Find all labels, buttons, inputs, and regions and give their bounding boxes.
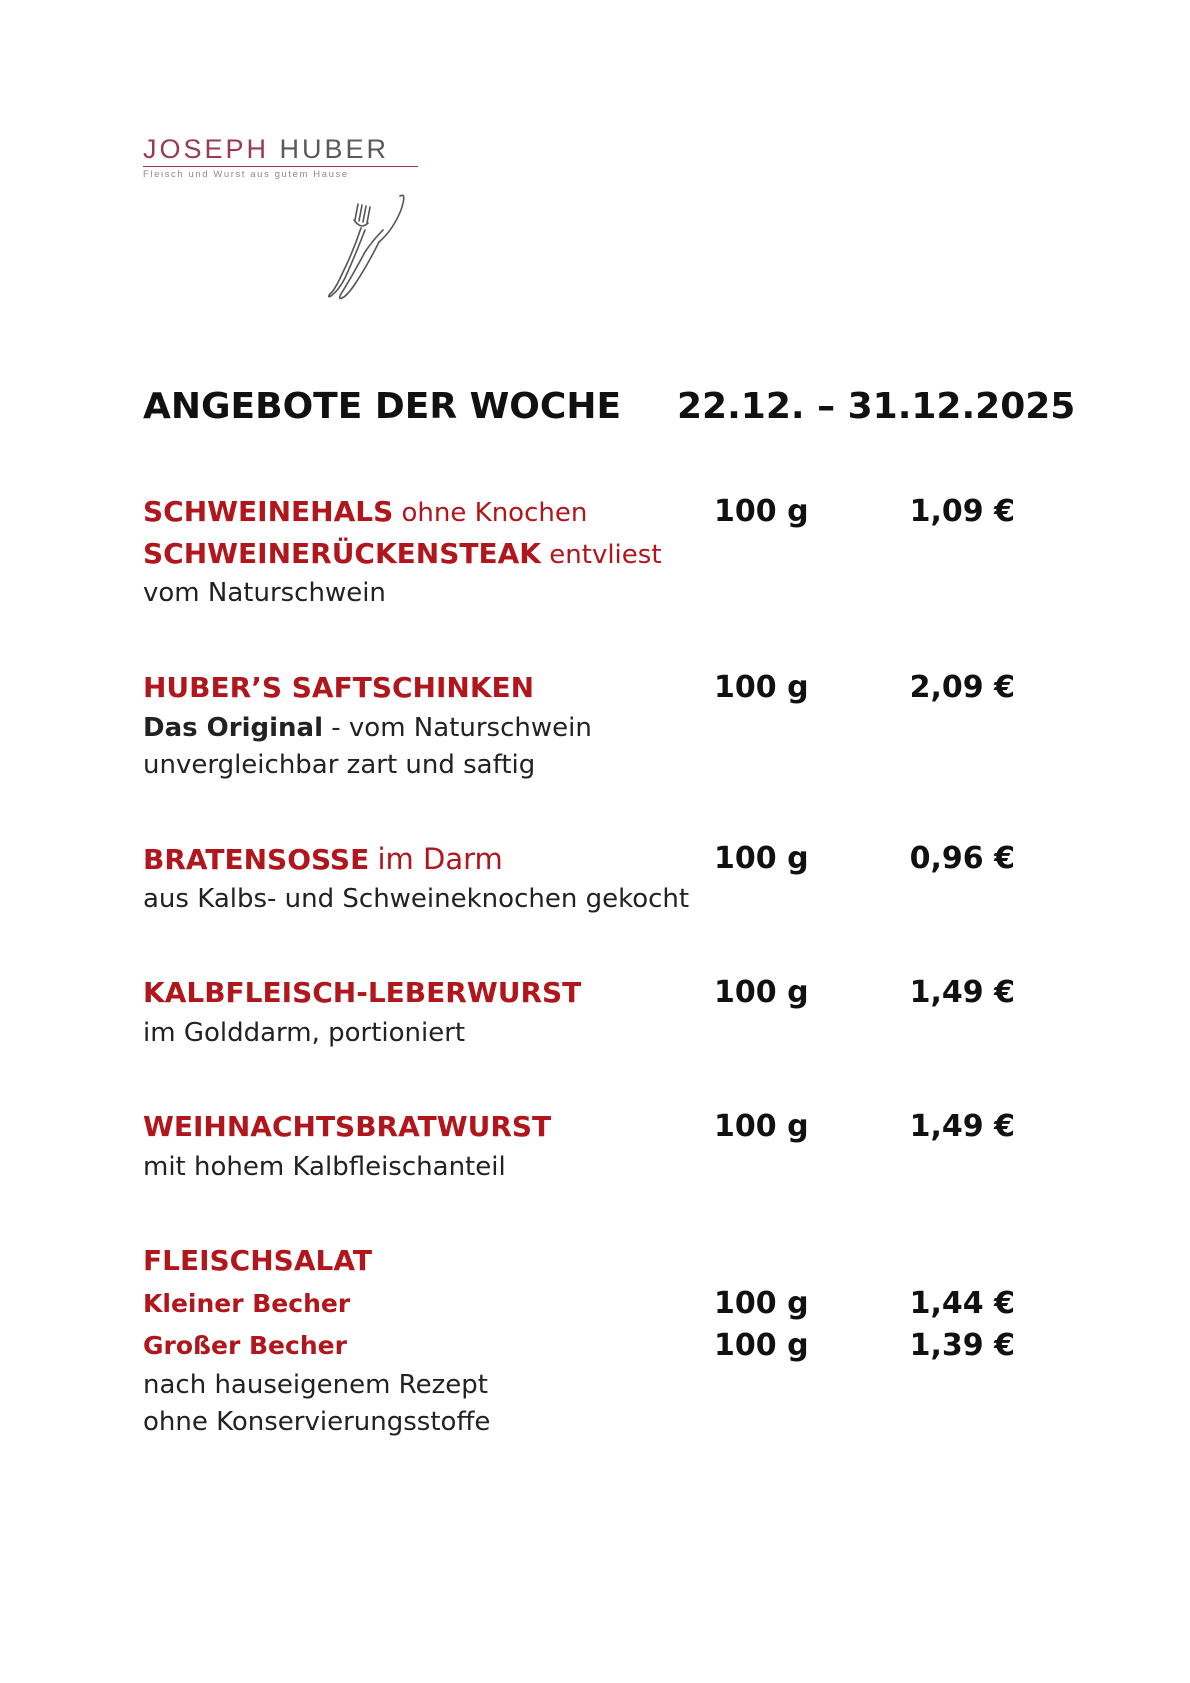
offer-3-price: 0,96 € bbox=[909, 841, 1015, 876]
logo-name-first: JOSEPH bbox=[143, 134, 270, 164]
offer-6-variant-1-price: 1,44 € bbox=[909, 1286, 1015, 1321]
offer-5-desc: mit hohem Kalbfleischanteil bbox=[143, 1152, 506, 1182]
offer-1-title bbox=[143, 494, 587, 531]
offer-5-name: WEIHNACHTSBRATWURST bbox=[143, 1110, 552, 1143]
offer-1-desc: vom Naturschwein bbox=[143, 578, 386, 608]
offer-2-qty: 100 g bbox=[714, 670, 809, 705]
offer-2-desc-1 bbox=[143, 710, 592, 746]
offer-5-price: 1,49 € bbox=[909, 1109, 1015, 1144]
offer-4-qty: 100 g bbox=[714, 975, 809, 1010]
offer-1-qty: 100 g bbox=[714, 494, 809, 529]
offer-1-price: 1,09 € bbox=[909, 494, 1015, 529]
offer-1-name-2-suffix: entvliest bbox=[549, 540, 662, 570]
offer-4-desc: im Golddarm, portioniert bbox=[143, 1018, 466, 1048]
offer-4-price: 1,49 € bbox=[909, 975, 1015, 1010]
offer-6-desc-1: nach hauseigenem Rezept bbox=[143, 1370, 488, 1400]
offer-3-qty: 100 g bbox=[714, 841, 809, 876]
offer-3-name: BRATENSOSSE bbox=[143, 843, 370, 876]
offer-5-title bbox=[143, 1109, 551, 1146]
offer-2-title bbox=[143, 670, 534, 707]
offer-2-desc-2: unvergleichbar zart und saftig bbox=[143, 750, 536, 780]
offer-1-title-2 bbox=[143, 536, 662, 573]
offer-6-variant-2-label: Großer Becher bbox=[143, 1331, 347, 1360]
offer-6-name: FLEISCHSALAT bbox=[143, 1244, 372, 1277]
offer-2-price: 2,09 € bbox=[909, 670, 1015, 705]
offer-3-title bbox=[143, 841, 503, 879]
brand-logo bbox=[143, 134, 418, 180]
offer-6-variant-2-price: 1,39 € bbox=[909, 1328, 1015, 1363]
offer-1-name: SCHWEINEHALS bbox=[143, 495, 394, 528]
offer-1-name-suffix: ohne Knochen bbox=[401, 498, 588, 528]
offer-6-variant-2-qty: 100 g bbox=[714, 1328, 809, 1363]
logo-title bbox=[143, 134, 418, 164]
date-range: 22.12. – 31.12.2025 bbox=[677, 386, 1076, 427]
offer-5-qty: 100 g bbox=[714, 1109, 809, 1144]
cutlery-icon bbox=[325, 190, 415, 300]
offer-1-name-2: SCHWEINERÜCKENSTEAK bbox=[143, 537, 542, 570]
logo-name-last: HUBER bbox=[279, 134, 390, 164]
offer-3-name-suffix: im Darm bbox=[377, 842, 503, 876]
offer-4-title bbox=[143, 975, 581, 1012]
offer-4-name: KALBFLEISCH-LEBERWURST bbox=[143, 976, 582, 1009]
logo-tagline: Fleisch und Wurst aus gutem Hause bbox=[143, 166, 418, 180]
offer-3-desc: aus Kalbs- und Schweineknochen gekocht bbox=[143, 884, 690, 914]
page-title: ANGEBOTE DER WOCHE bbox=[143, 386, 622, 427]
offer-6-desc-2: ohne Konservierungsstoffe bbox=[143, 1407, 491, 1437]
offer-6-variant-1-label: Kleiner Becher bbox=[143, 1289, 351, 1318]
offer-6-variant-1-qty: 100 g bbox=[714, 1286, 809, 1321]
offer-6-title bbox=[143, 1243, 372, 1280]
offer-2-desc-1-rest: - vom Naturschwein bbox=[322, 713, 592, 743]
offer-2-desc-1-bold: Das Original bbox=[143, 713, 323, 743]
offer-2-name: HUBER’S SAFTSCHINKEN bbox=[143, 671, 535, 704]
